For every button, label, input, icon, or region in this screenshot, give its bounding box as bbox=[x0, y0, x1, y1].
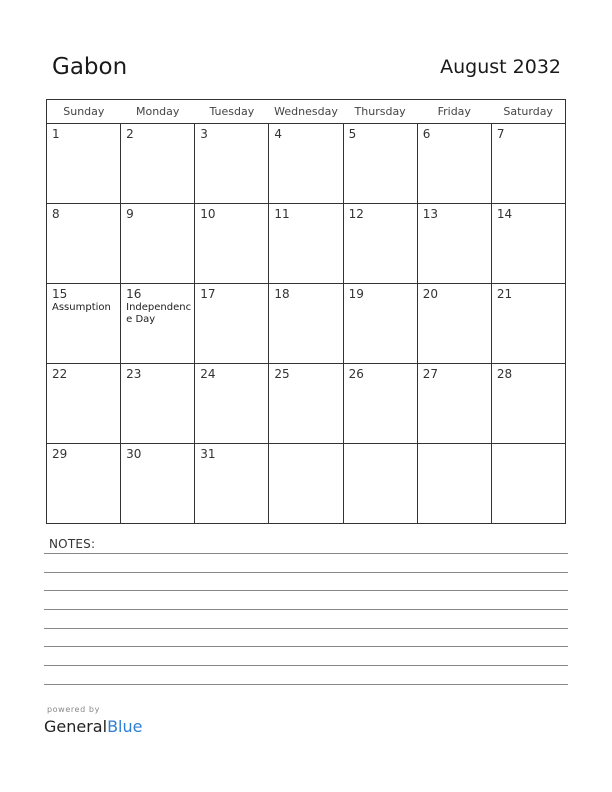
day-number: 31 bbox=[200, 447, 216, 461]
day-cell bbox=[195, 204, 269, 284]
day-cell bbox=[491, 284, 565, 364]
day-number: 28 bbox=[496, 367, 513, 381]
week-row bbox=[47, 444, 566, 524]
day-cell bbox=[343, 364, 417, 444]
weekday-friday: Friday bbox=[417, 100, 491, 124]
day-cell bbox=[121, 284, 195, 364]
day-number: 30 bbox=[126, 447, 142, 461]
month-year-title: August 2032 bbox=[440, 56, 561, 78]
day-cell bbox=[417, 364, 491, 444]
day-cell bbox=[417, 444, 491, 524]
holiday-label: Assumption bbox=[52, 302, 111, 313]
weekday-thursday: Thursday bbox=[343, 100, 417, 124]
day-number: 17 bbox=[200, 287, 216, 301]
calendar-grid bbox=[46, 99, 566, 524]
day-number: 21 bbox=[496, 287, 513, 301]
weekday-wednesday: Wednesday bbox=[269, 100, 343, 124]
notes-label: NOTES: bbox=[49, 537, 96, 551]
week-row bbox=[47, 204, 566, 284]
day-cell bbox=[491, 204, 565, 284]
note-line bbox=[44, 590, 568, 591]
note-line bbox=[44, 665, 568, 666]
generalblue-logo bbox=[44, 717, 142, 736]
note-line bbox=[44, 572, 568, 573]
day-cell bbox=[121, 444, 195, 524]
day-cell bbox=[417, 124, 491, 204]
day-number: 11 bbox=[274, 207, 290, 221]
note-line bbox=[44, 609, 568, 610]
day-number: 9 bbox=[126, 207, 134, 221]
note-line bbox=[44, 628, 568, 629]
day-number: 2 bbox=[126, 127, 134, 141]
note-line bbox=[44, 646, 568, 647]
day-cell bbox=[195, 364, 269, 444]
day-number: 1 bbox=[52, 127, 60, 141]
day-number: 7 bbox=[496, 127, 505, 141]
day-number: 3 bbox=[200, 127, 208, 141]
day-cell bbox=[269, 364, 343, 444]
day-number: 18 bbox=[274, 287, 290, 301]
day-number: 25 bbox=[274, 367, 290, 381]
day-cell bbox=[47, 444, 121, 524]
day-cell bbox=[491, 364, 565, 444]
weekday-tuesday: Tuesday bbox=[195, 100, 269, 124]
note-line bbox=[44, 684, 568, 685]
day-number: 26 bbox=[348, 367, 364, 381]
day-number: 19 bbox=[348, 287, 364, 301]
logo-general-text: General bbox=[44, 717, 108, 736]
day-number: 24 bbox=[200, 367, 216, 381]
note-line bbox=[44, 553, 568, 554]
day-number: 16 bbox=[126, 287, 142, 301]
day-cell bbox=[491, 444, 565, 524]
day-number: 5 bbox=[348, 127, 357, 141]
day-cell bbox=[269, 204, 343, 284]
weekday-sunday: Sunday bbox=[47, 100, 121, 124]
day-number: 14 bbox=[496, 207, 513, 221]
day-cell bbox=[417, 284, 491, 364]
day-number: 6 bbox=[422, 127, 431, 141]
day-number: 13 bbox=[422, 207, 438, 221]
day-number: 22 bbox=[52, 367, 68, 381]
week-row bbox=[47, 284, 566, 364]
day-number: 20 bbox=[422, 287, 438, 301]
day-number: 23 bbox=[126, 367, 142, 381]
day-cell bbox=[121, 204, 195, 284]
day-cell bbox=[121, 124, 195, 204]
day-number: 10 bbox=[200, 207, 216, 221]
day-cell bbox=[269, 124, 343, 204]
weekday-header-row bbox=[47, 100, 566, 124]
day-number: 8 bbox=[52, 207, 60, 221]
day-cell bbox=[269, 444, 343, 524]
day-cell bbox=[343, 284, 417, 364]
powered-by-text: powered by bbox=[47, 705, 100, 714]
holiday-label: Independence Day bbox=[126, 302, 192, 325]
day-cell bbox=[47, 204, 121, 284]
logo-blue-text: Blue bbox=[107, 717, 143, 736]
day-number: 29 bbox=[52, 447, 68, 461]
week-row bbox=[47, 124, 566, 204]
day-cell bbox=[121, 364, 195, 444]
day-cell bbox=[47, 284, 121, 364]
day-cell bbox=[417, 204, 491, 284]
day-cell bbox=[269, 284, 343, 364]
weekday-monday: Monday bbox=[121, 100, 195, 124]
day-number: 27 bbox=[422, 367, 438, 381]
weekday-saturday: Saturday bbox=[491, 100, 565, 124]
day-cell bbox=[195, 444, 269, 524]
day-cell bbox=[47, 124, 121, 204]
day-number: 15 bbox=[52, 287, 68, 301]
day-cell bbox=[195, 284, 269, 364]
day-number: 12 bbox=[348, 207, 364, 221]
day-cell bbox=[491, 124, 565, 204]
day-cell bbox=[343, 444, 417, 524]
week-row bbox=[47, 364, 566, 444]
day-number: 4 bbox=[274, 127, 283, 141]
day-cell bbox=[343, 204, 417, 284]
day-cell bbox=[47, 364, 121, 444]
country-title: Gabon bbox=[52, 54, 128, 80]
day-cell bbox=[343, 124, 417, 204]
day-cell bbox=[195, 124, 269, 204]
